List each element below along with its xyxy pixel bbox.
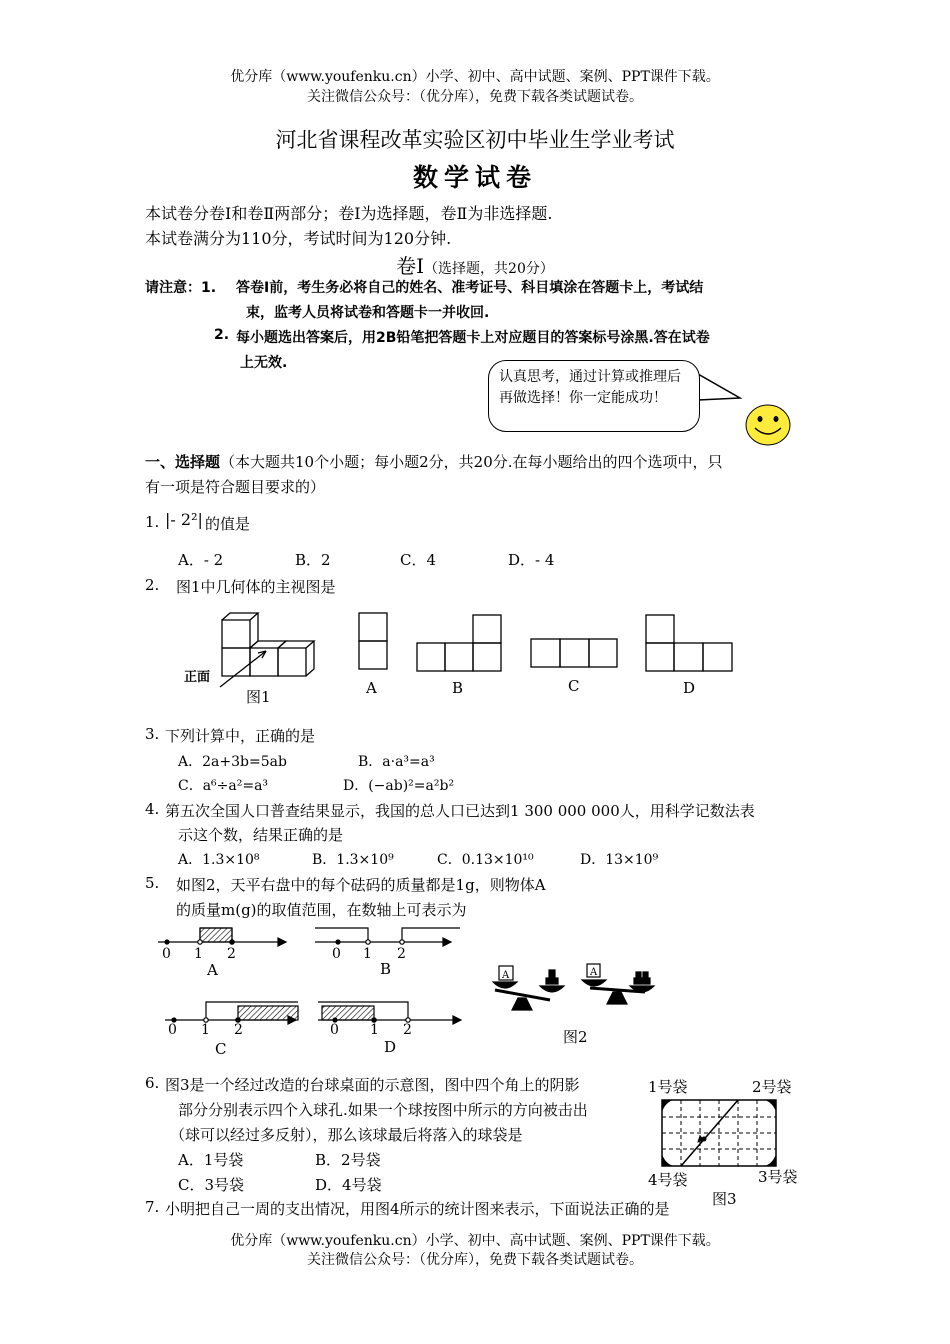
q4-option-c: C．0.13×10¹⁰ xyxy=(437,852,534,868)
q4-number: 4. xyxy=(145,800,160,818)
q6-option-d: D．4号袋 xyxy=(315,1176,382,1194)
q6-text-a: 图3是一个经过改造的台球桌面的示意图，图中四个角上的阴影 xyxy=(165,1076,580,1094)
part1-heading xyxy=(0,250,950,279)
notice-label: 请注意：1. xyxy=(145,280,217,296)
q2-figures xyxy=(180,605,740,710)
q6-option-a: A．1号袋 xyxy=(178,1151,244,1169)
pocket-1-label: 1号袋 xyxy=(648,1078,688,1096)
pocket-4-label: 4号袋 xyxy=(648,1171,688,1189)
figure1-label: 图1 xyxy=(246,688,271,706)
front-label: 正面 xyxy=(184,670,211,685)
q3-option-b: B．a·a³=a³ xyxy=(358,754,435,770)
b-tick-2: 2 xyxy=(397,946,406,962)
section1-desc-a: （本大题共10个小题；每小题2分，共20分.在每小题给出的四个选项中，只 xyxy=(220,453,723,471)
q3-option-c: C．a⁶÷a²=a³ xyxy=(178,778,269,794)
q4-option-b: B．1.3×10⁹ xyxy=(312,852,394,868)
c-tick-1: 1 xyxy=(201,1022,210,1038)
footer-line-2: 关注微信公众号：（优分库），免费下载各类试题试卷。 xyxy=(307,1252,643,1268)
option-a-view xyxy=(359,613,387,669)
q1-option-d: D．- 4 xyxy=(508,551,555,569)
option-c-view xyxy=(531,639,617,667)
numberline-c xyxy=(165,1002,298,1024)
exam-subtitle: 数学试卷 xyxy=(412,163,537,192)
numberline-b xyxy=(315,928,460,946)
notice-item1-a: 答卷Ⅰ前，考生务必将自己的姓名、准考证号、科目填涂在答题卡上，考试结 xyxy=(236,280,704,296)
notice-item2-a: 每小题选出答案后，用2B铅笔把答题卡上对应题目的答案标号涂黑.答在试卷 xyxy=(236,330,710,346)
pocket-2-label: 2号袋 xyxy=(752,1078,792,1096)
q6-text-b: 部分分别表示四个入球孔.如果一个球按图中所示的方向被击出 xyxy=(178,1101,588,1119)
q1-option-c: C．4 xyxy=(400,551,437,569)
option-b-view xyxy=(417,615,501,671)
notice-item2-no: 2. xyxy=(214,327,230,343)
q1-option-b: B．2 xyxy=(295,551,331,569)
a-tick-1: 1 xyxy=(194,946,203,962)
q4-option-a: A．1.3×10⁸ xyxy=(178,852,260,868)
q1-option-a: A．- 2 xyxy=(178,551,224,569)
balance-1-object: A xyxy=(502,970,510,981)
q2-label-a: A xyxy=(366,679,377,697)
q5-label-d: D xyxy=(384,1038,397,1056)
numberline-a xyxy=(158,928,286,946)
header-line-1: 优分库（www.youfenku.cn）小学、初中、高中试题、案例、PPT课件下载。 xyxy=(230,69,720,85)
q4-text-b: 示这个数，结果正确的是 xyxy=(178,826,344,844)
q6-text-c: （球可以经过多反射），那么该球最后将落入的球袋是 xyxy=(170,1126,523,1144)
q2-label-d: D xyxy=(683,679,696,697)
footer-line-1: 优分库（www.youfenku.cn）小学、初中、高中试题、案例、PPT课件下载。 xyxy=(230,1233,720,1249)
billiard-table-figure xyxy=(640,1072,810,1207)
figure3-label: 图3 xyxy=(712,1190,737,1207)
q2-label-c: C xyxy=(568,677,580,695)
pocket-3-label: 3号袋 xyxy=(758,1168,798,1186)
q6-number: 6. xyxy=(145,1074,160,1092)
q3-number: 3. xyxy=(145,725,160,743)
d-tick-0: 0 xyxy=(330,1022,339,1038)
q7-text: 小明把自己一周的支出情况，用图4所示的统计图来表示，下面说法正确的是 xyxy=(165,1200,670,1218)
q6-option-b: B．2号袋 xyxy=(315,1151,381,1169)
balance-2-object: A xyxy=(590,967,598,978)
notice-item2-b: 上无效. xyxy=(240,355,288,371)
a-tick-2: 2 xyxy=(227,946,236,962)
q2-label-b: B xyxy=(452,679,464,697)
q1-tail: 的值是 xyxy=(205,515,251,533)
intro-line-1: 本试卷分卷Ⅰ和卷Ⅱ两部分；卷Ⅰ为选择题，卷Ⅱ为非选择题. xyxy=(145,204,553,223)
section1-desc-b: 有一项是符合题目要求的） xyxy=(145,478,326,496)
q6-option-c: C．3号袋 xyxy=(178,1176,245,1194)
billiard-table xyxy=(662,1100,776,1166)
smiley-face-icon xyxy=(742,402,794,448)
intro-line-2: 本试卷满分为110分，考试时间为120分钟. xyxy=(145,229,452,248)
b-tick-1: 1 xyxy=(363,946,372,962)
q5-figures xyxy=(150,920,820,1065)
section1-title: 一、选择题 xyxy=(145,453,221,471)
part1-note: （选择题，共20分） xyxy=(424,261,554,277)
b-tick-0: 0 xyxy=(332,946,341,962)
c-tick-0: 0 xyxy=(168,1022,177,1038)
encouragement-bubble: 认真思考，通过计算或推理后再做选择！你一定能成功！ xyxy=(488,360,700,432)
header-line-2: 关注微信公众号：（优分库），免费下载各类试题试卷。 xyxy=(307,89,643,105)
q1-number: 1. xyxy=(145,513,160,531)
q2-text: 图1中几何体的主视图是 xyxy=(176,578,336,596)
numberline-d xyxy=(318,1002,461,1024)
q3-option-a: A．2a+3b=5ab xyxy=(178,754,287,770)
d-tick-2: 2 xyxy=(403,1022,412,1038)
option-d-view xyxy=(646,615,732,671)
q5-label-b: B xyxy=(380,960,392,978)
figure2-label: 图2 xyxy=(563,1028,588,1046)
exam-title: 河北省课程改革实验区初中毕业生学业考试 xyxy=(275,128,675,152)
notice-item1-b: 束，监考人员将试卷和答题卡一并收回. xyxy=(246,305,490,321)
q5-text-b: 的质量m(g)的取值范围，在数轴上可表示为 xyxy=(176,901,467,919)
c-tick-2: 2 xyxy=(234,1022,243,1038)
q2-number: 2. xyxy=(145,576,160,594)
q4-option-d: D．13×10⁹ xyxy=(580,852,659,868)
q3-text: 下列计算中，正确的是 xyxy=(165,727,316,745)
q5-text-a: 如图2，天平右盘中的每个砝码的质量都是1g，则物体A xyxy=(176,876,546,894)
q7-number: 7. xyxy=(145,1198,160,1216)
q4-text-a: 第五次全国人口普查结果显示，我国的总人口已达到1 300 000 000人，用科学记数法表 xyxy=(165,802,755,820)
q3-option-d: D．(−ab)²=a²b² xyxy=(343,778,455,794)
figure1-solid xyxy=(220,613,314,687)
q5-number: 5. xyxy=(145,874,160,892)
q1-expression: |- 2²| xyxy=(165,510,203,529)
d-tick-1: 1 xyxy=(370,1022,379,1038)
part1-title: 卷Ⅰ xyxy=(396,254,425,278)
section1-header xyxy=(145,451,723,472)
a-tick-0: 0 xyxy=(162,946,171,962)
q5-label-a: A xyxy=(207,961,218,979)
q5-label-c: C xyxy=(215,1040,227,1058)
